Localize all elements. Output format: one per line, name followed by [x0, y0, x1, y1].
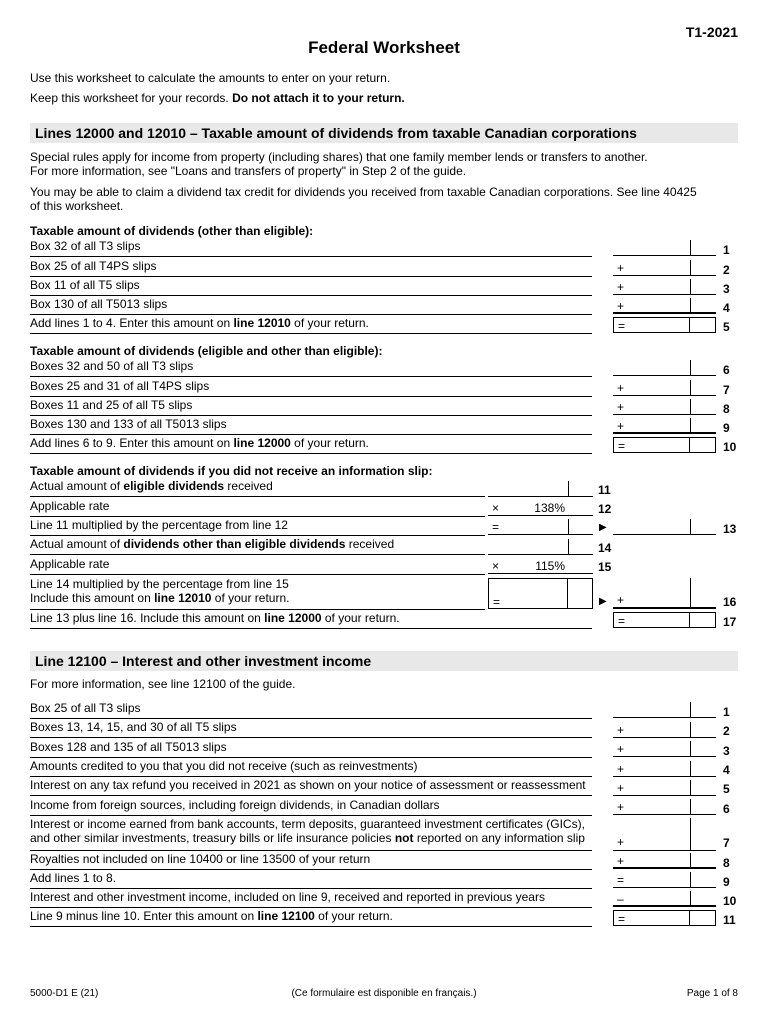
line-number: 6	[723, 802, 730, 816]
amount-field[interactable]: +	[613, 853, 716, 869]
line-number: 4	[723, 763, 730, 777]
rate-field-line-15: × 115%	[488, 558, 593, 574]
amount-field-line-13[interactable]	[613, 519, 716, 535]
form-code: 5000-D1 E (21)	[30, 988, 99, 999]
section-1-title: Lines 12000 and 12010 – Taxable amount of dividends from taxable Canadian corporations	[35, 125, 637, 141]
group-a-heading: Taxable amount of dividends (other than eligible):	[30, 224, 314, 238]
amount-field-line-10[interactable]: –	[613, 891, 716, 907]
amount-field-line-9[interactable]: =	[613, 872, 716, 888]
line-row: Interest on any tax refund you received in 2021 as shown on your notice of assessment or reassessment	[30, 778, 592, 796]
line-row: Income from foreign sources, including foreign dividends, in Canadian dollars	[30, 798, 592, 816]
line-row: Line 14 multiplied by the percentage from line 15 Include this amount on line 12010 of your return.	[30, 577, 485, 610]
amount-field[interactable]: +	[613, 818, 716, 851]
line-row: Box 130 of all T5013 slips	[30, 297, 592, 315]
amount-field[interactable]: +	[613, 298, 716, 314]
arrow-icon: ▶	[599, 522, 607, 533]
line-row: Boxes 128 and 135 of all T5013 slips	[30, 740, 592, 758]
line-number: 2	[723, 263, 730, 277]
group-b-heading: Taxable amount of dividends (eligible and other than eligible):	[30, 344, 383, 358]
line-row: Applicable rate	[30, 499, 485, 517]
arrow-icon: ▶	[599, 596, 607, 607]
line-number: 8	[723, 856, 730, 870]
line-row: Applicable rate	[30, 557, 485, 575]
total-row: Add lines 1 to 4. Enter this amount on line 12010 of your return.	[30, 316, 592, 334]
line-row: Actual amount of eligible dividends received	[30, 479, 485, 497]
line-row: Boxes 13, 14, 15, and 30 of all T5 slips	[30, 720, 592, 738]
amount-field[interactable]	[613, 702, 716, 718]
line-number: 15	[598, 560, 612, 574]
line-row: Boxes 130 and 133 of all T5013 slips	[30, 417, 592, 435]
line-number: 10	[723, 440, 737, 454]
line-row: Box 25 of all T3 slips	[30, 701, 592, 719]
total-field-line-17[interactable]: =	[613, 612, 716, 628]
line-row: Boxes 32 and 50 of all T3 slips	[30, 359, 592, 377]
line-number: 3	[723, 282, 730, 296]
amount-field[interactable]: +	[613, 780, 716, 796]
line-number: 2	[723, 724, 730, 738]
total-field-line-5[interactable]: =	[613, 317, 716, 333]
line-row: Box 32 of all T3 slips	[30, 239, 592, 257]
line-number: 8	[723, 402, 730, 416]
amount-field[interactable]: +	[613, 761, 716, 777]
amount-field[interactable]: +	[613, 799, 716, 815]
line-row: Boxes 25 and 31 of all T4PS slips	[30, 379, 592, 397]
amount-field-line-11[interactable]	[488, 481, 593, 497]
line-number: 5	[723, 782, 730, 796]
amount-field[interactable]: +	[613, 722, 716, 738]
line-row: Interest and other investment income, included on line 9, received and reported in previous years	[30, 890, 592, 908]
line-number: 7	[723, 383, 730, 397]
line-number: 11	[598, 483, 611, 497]
amount-field-line-16[interactable]: +	[613, 578, 716, 609]
line-number: 9	[723, 421, 730, 435]
total-field-line-10[interactable]: =	[613, 437, 716, 453]
line-number: 16	[723, 595, 737, 609]
page-number: Page 1 of 8	[686, 988, 738, 999]
total-row: Add lines 6 to 9. Enter this amount on line 12000 of your return.	[30, 436, 592, 454]
line-number: 5	[723, 320, 730, 334]
line-row: Amounts credited to you that you did not receive (such as reinvestments)	[30, 759, 592, 777]
section-2-title: Line 12100 – Interest and other investment income	[35, 653, 372, 669]
total-field-line-11[interactable]: =	[613, 910, 716, 926]
section-1-para-1: Special rules apply for income from property (including shares) that one family member lends or transfers to another. For more information, see "Loans and transfers of property" in Step 2 of the guide.	[30, 150, 648, 178]
line-number: 9	[723, 875, 730, 889]
line-row: Actual amount of dividends other than eligible dividends received	[30, 537, 485, 555]
line-number: 4	[723, 301, 730, 315]
line-number: 7	[723, 836, 730, 850]
amount-field[interactable]: +	[613, 279, 716, 295]
line-row: Interest or income earned from bank accounts, term deposits, guaranteed investment certificates (GICs), and other similar investments, treasury bills or life insurance policies not reported on any information slip	[30, 817, 592, 851]
amount-field[interactable]	[613, 240, 716, 256]
amount-field-line-14[interactable]	[488, 539, 593, 555]
section-2-note: For more information, see line 12100 of the guide.	[30, 677, 296, 691]
line-number: 12	[598, 502, 612, 516]
form-id: T1-2021	[685, 24, 738, 40]
amount-field[interactable]: +	[613, 399, 716, 415]
total-row: Line 9 minus line 10. Enter this amount on line 12100 of your return.	[30, 909, 592, 927]
line-number: 13	[723, 522, 737, 536]
line-number: 11	[723, 913, 736, 927]
line-number: 17	[723, 615, 737, 629]
line-number: 14	[598, 541, 612, 555]
line-row: Boxes 11 and 25 of all T5 slips	[30, 398, 592, 416]
amount-field[interactable]: =	[488, 519, 593, 535]
line-number: 3	[723, 744, 730, 758]
amount-field[interactable]: +	[613, 418, 716, 434]
group-c-heading: Taxable amount of dividends if you did not receive an information slip:	[30, 464, 433, 478]
amount-field[interactable]	[613, 360, 716, 376]
line-row: Line 11 multiplied by the percentage from line 12	[30, 518, 485, 536]
intro-line-2: Keep this worksheet for your records. Do not attach it to your return.	[30, 91, 405, 105]
line-row: Box 11 of all T5 slips	[30, 278, 592, 296]
line-number: 6	[723, 363, 730, 377]
rate-field-line-12: × 138%	[488, 500, 593, 516]
amount-field[interactable]: +	[613, 741, 716, 757]
line-row: Box 25 of all T4PS slips	[30, 259, 592, 277]
line-row: Add lines 1 to 8.	[30, 871, 592, 889]
total-row: Line 13 plus line 16. Include this amount on line 12000 of your return.	[30, 611, 592, 629]
amount-field[interactable]: +	[613, 260, 716, 276]
line-row: Royalties not included on line 10400 or line 13500 of your return	[30, 852, 592, 870]
line-number: 10	[723, 894, 737, 908]
page-title: Federal Worksheet	[308, 38, 460, 57]
section-1-para-2: You may be able to claim a dividend tax credit for dividends you received from taxable Canadian corporations. See line 40425 of this worksheet.	[30, 185, 697, 213]
line-number: 1	[723, 243, 730, 257]
amount-field[interactable]: +	[613, 380, 716, 396]
french-availability-note: (Ce formulaire est disponible en français.)	[291, 988, 477, 999]
intro-line-1: Use this worksheet to calculate the amounts to enter on your return.	[30, 71, 391, 85]
amount-field[interactable]: =	[488, 578, 593, 609]
line-number: 1	[723, 705, 730, 719]
